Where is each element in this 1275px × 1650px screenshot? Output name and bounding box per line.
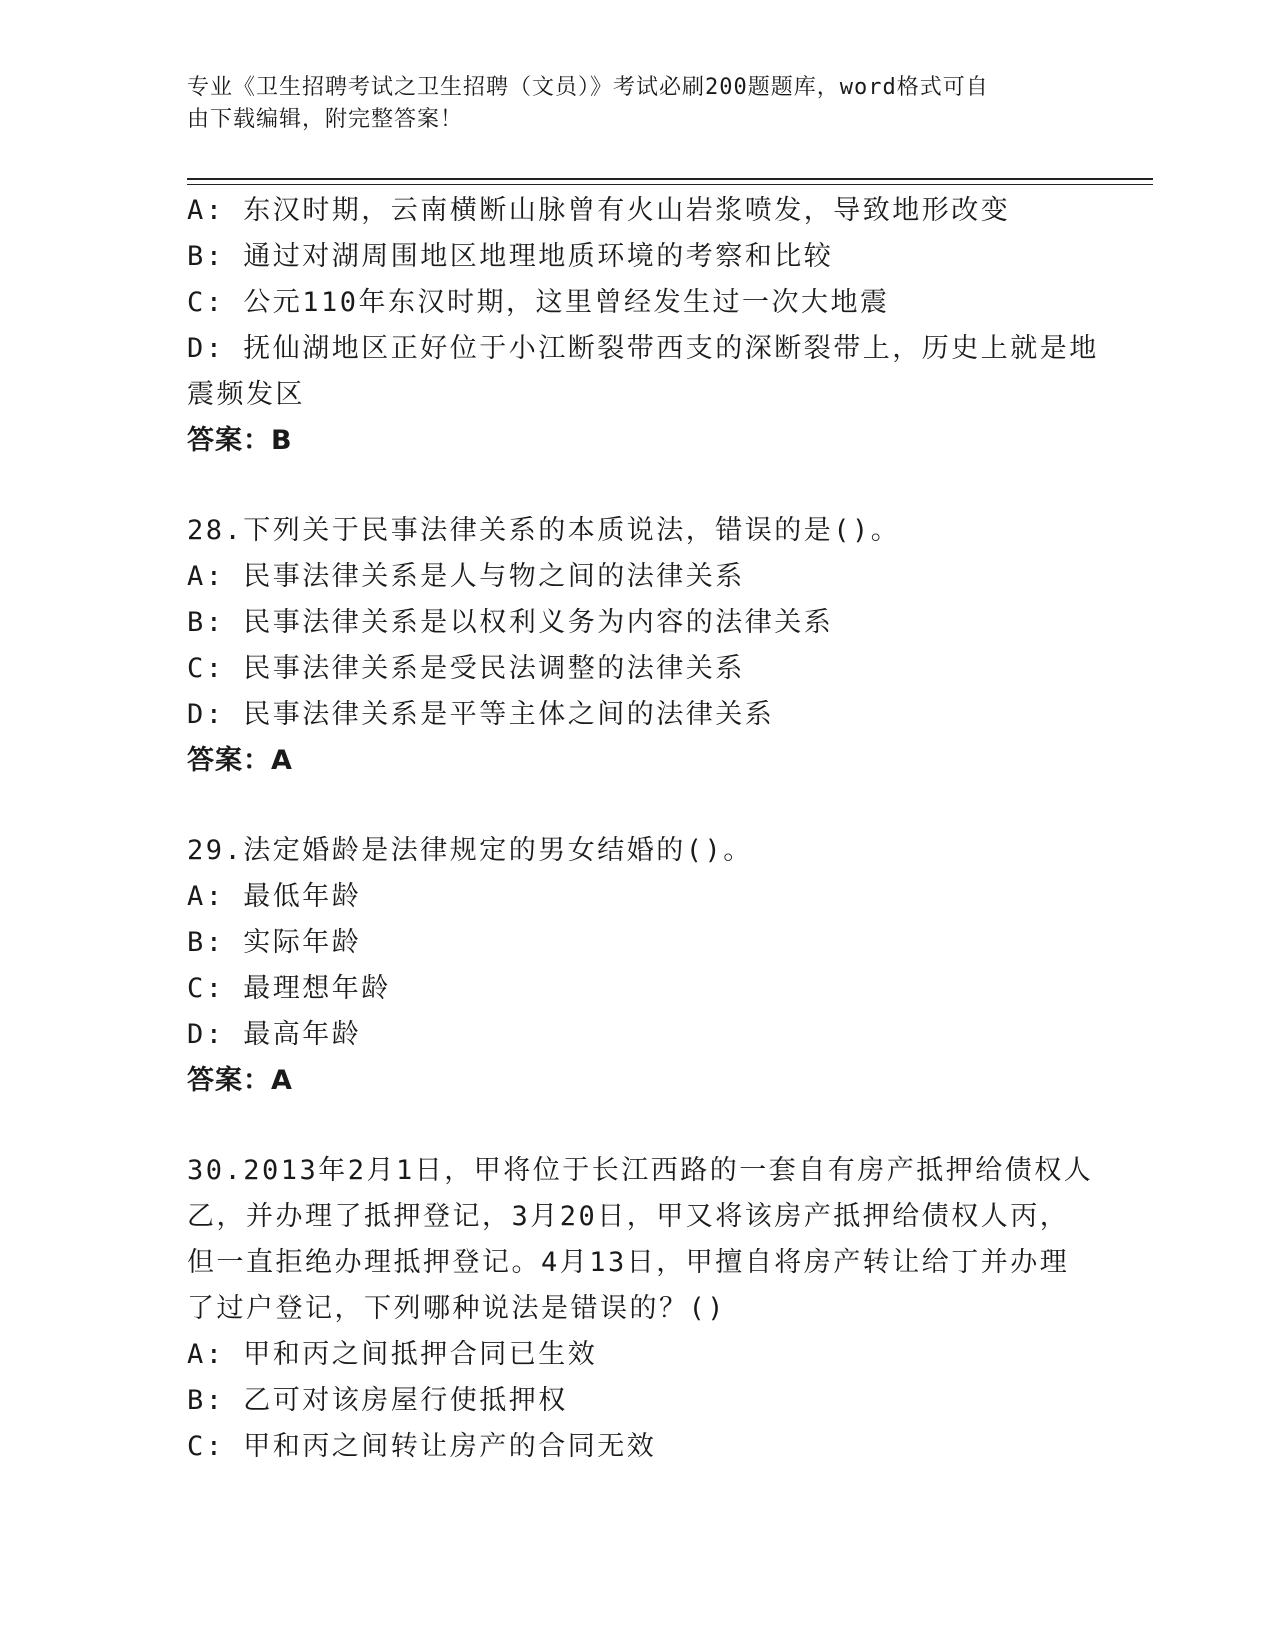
option-a: A: 甲和丙之间抵押合同已生效	[187, 1339, 598, 1370]
option-c: C: 民事法律关系是受民法调整的法律关系	[187, 653, 745, 684]
question-stem-line-4: 了过户登记，下列哪种说法是错误的？()	[187, 1293, 727, 1324]
option-a: A: 东汉时期，云南横断山脉曾有火山岩浆喷发，导致地形改变	[187, 195, 1011, 226]
answer-label: 答案：B	[187, 425, 293, 456]
question-28	[187, 508, 1087, 784]
option-d: D: 最高年龄	[187, 1019, 362, 1050]
header-divider-thick	[187, 178, 1153, 180]
option-c: C: 最理想年龄	[187, 973, 391, 1004]
answer-label: 答案：A	[187, 745, 293, 776]
question-27	[187, 188, 1099, 464]
question-29	[187, 828, 1087, 1104]
question-stem: 28.下列关于民事法律关系的本质说法，错误的是()。	[187, 515, 901, 546]
question-stem-line-1: 30.2013年2月1日，甲将位于长江西路的一套自有房产抵押给债权人	[187, 1155, 1094, 1186]
option-b: B: 通过对湖周围地区地理地质环境的考察和比较	[187, 241, 834, 272]
question-stem-line-2: 乙，并办理了抵押登记，3月20日，甲又将该房产抵押给债权人丙，	[187, 1201, 1070, 1232]
option-a: A: 最低年龄	[187, 881, 362, 912]
header-line-2: 由下载编辑，附完整答案！	[187, 107, 464, 132]
option-b: B: 民事法律关系是以权利义务为内容的法律关系	[187, 607, 834, 638]
option-b: B: 实际年龄	[187, 927, 362, 958]
option-b: B: 乙可对该房屋行使抵押权	[187, 1385, 568, 1416]
header-divider-thin	[187, 184, 1153, 185]
answer-label: 答案：A	[187, 1065, 293, 1096]
option-a: A: 民事法律关系是人与物之间的法律关系	[187, 561, 745, 592]
option-d: D: 民事法律关系是平等主体之间的法律关系	[187, 699, 775, 730]
header-line-1: 专业《卫生招聘考试之卫生招聘（文员）》考试必刷200题题库，word格式可自	[187, 75, 989, 100]
question-stem-line-3: 但一直拒绝办理抵押登记。4月13日，甲擅自将房产转让给丁并办理	[187, 1247, 1070, 1278]
document-header	[187, 72, 1087, 136]
question-stem: 29.法定婚龄是法律规定的男女结婚的()。	[187, 835, 753, 866]
option-c: C: 甲和丙之间转让房产的合同无效	[187, 1431, 657, 1462]
question-30	[187, 1148, 1094, 1470]
option-c: C: 公元110年东汉时期，这里曾经发生过一次大地震	[187, 287, 890, 318]
option-d-line-1: D: 抚仙湖地区正好位于小江断裂带西支的深断裂带上，历史上就是地	[187, 333, 1099, 364]
question-list	[187, 188, 1099, 1470]
option-d-line-2: 震频发区	[187, 379, 305, 410]
